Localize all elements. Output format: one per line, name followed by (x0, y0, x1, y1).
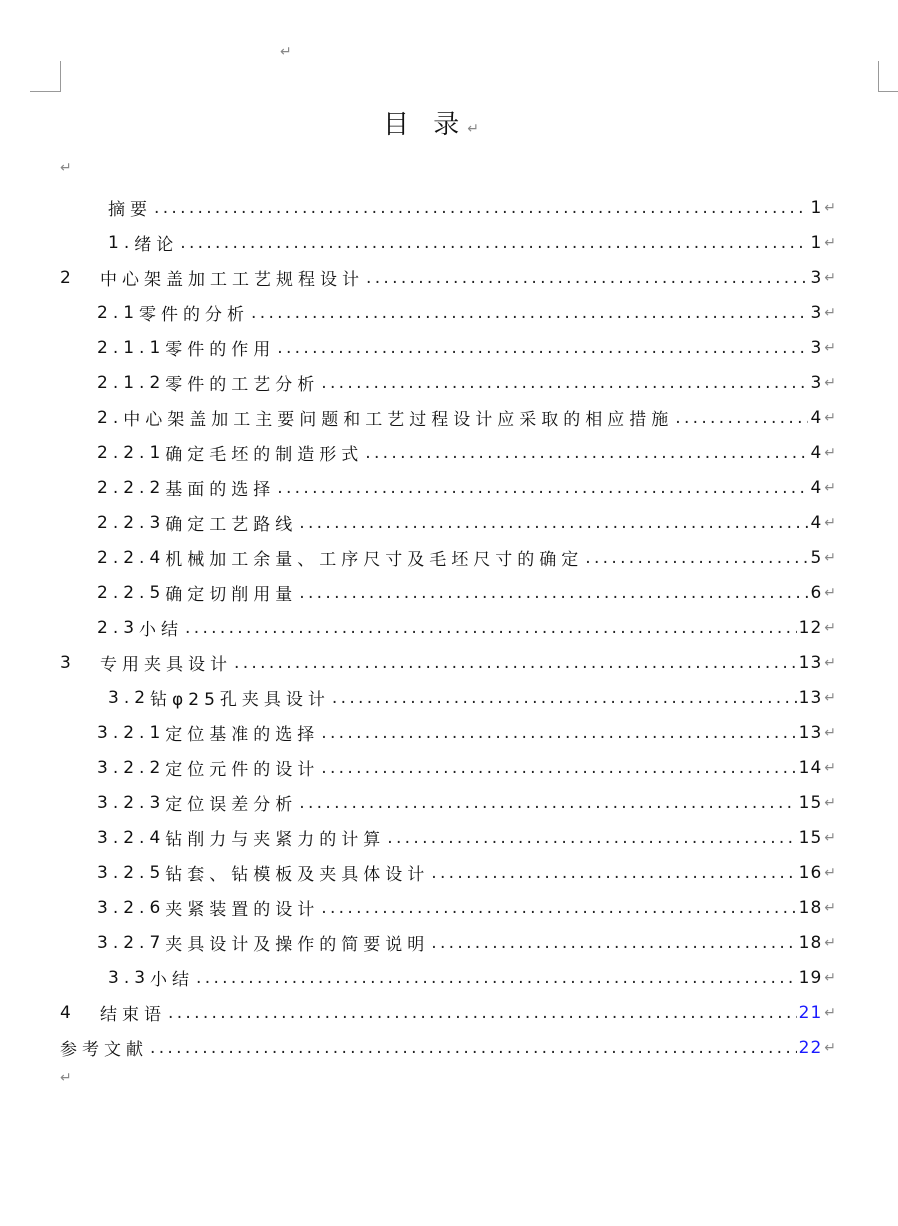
dot-leader (196, 968, 797, 988)
paragraph-mark: ↵ (824, 374, 836, 391)
toc-entry-page: 3 (810, 337, 823, 358)
paragraph-mark: ↵ (824, 899, 836, 916)
toc-entry-title: 确定切削用量 (165, 585, 298, 605)
toc-entry[interactable] (108, 225, 836, 260)
toc-entry-number: 3.2.2 (97, 757, 166, 778)
paragraph-mark: ↵ (824, 514, 836, 531)
toc-entry-page: 3 (810, 302, 823, 323)
paragraph-mark: ↵ (824, 304, 836, 321)
toc-entry-page[interactable]: 22 (798, 1037, 823, 1058)
toc-title-text: 目 录 (383, 110, 468, 140)
toc-entry-number: 2.1.2 (97, 372, 166, 393)
toc-entry-number: 2.1.1 (97, 337, 166, 358)
dot-leader (185, 618, 797, 638)
toc-entry-title: 夹紧装置的设计 (165, 900, 320, 920)
dot-leader (321, 723, 796, 743)
toc-entry-page: 18 (798, 897, 823, 918)
toc-entry-number: 3.3 (108, 967, 151, 988)
paragraph-mark: ↵ (824, 619, 836, 636)
paragraph-mark: ↵ (824, 584, 836, 601)
toc-entry[interactable] (97, 365, 836, 400)
dot-leader (251, 303, 808, 323)
toc-entry-number: 2 (60, 267, 76, 288)
toc-entry[interactable] (97, 470, 836, 505)
paragraph-mark: ↵ (824, 234, 836, 251)
paragraph-mark: ↵ (824, 1039, 836, 1056)
toc-entry-title: 中心架盖加工主要问题和工艺过程设计应采取的相应措施 (123, 410, 674, 430)
toc-entry-page: 19 (798, 967, 823, 988)
toc-entry[interactable] (97, 890, 836, 925)
toc-entry-number: 2.2.2 (97, 477, 166, 498)
toc-entry[interactable] (97, 575, 836, 610)
paragraph-mark: ↵ (824, 199, 836, 216)
toc-entry[interactable] (97, 715, 836, 750)
paragraph-mark: ↵ (467, 121, 487, 137)
dot-leader (431, 933, 796, 953)
toc-entry-number: 3.2.1 (97, 722, 166, 743)
dot-leader (585, 548, 808, 568)
toc-entry[interactable] (97, 750, 836, 785)
toc-entry-number: 2.2.1 (97, 442, 166, 463)
toc-entry-page: 1 (810, 197, 823, 218)
toc-entry[interactable] (97, 785, 836, 820)
toc-entry-number: 1. (108, 232, 135, 253)
toc-entry-title: 确定工艺路线 (165, 515, 298, 535)
toc-entry-number: 2.2.3 (97, 512, 166, 533)
toc-entry[interactable] (60, 645, 836, 680)
dot-leader (277, 338, 808, 358)
dot-leader (366, 268, 808, 288)
toc-entry-title: 参考文献 (60, 1040, 148, 1060)
toc-entry-number: 2. (97, 407, 124, 428)
toc-entry-title: 中心架盖加工工艺规程设计 (100, 270, 364, 290)
toc-entry-page: 13 (798, 722, 823, 743)
toc-entry-page: 14 (798, 757, 823, 778)
dot-leader (299, 583, 808, 603)
dot-leader (675, 408, 808, 428)
paragraph-mark: ↵ (824, 269, 836, 286)
toc-entry[interactable] (108, 960, 836, 995)
toc-entry-page: 13 (798, 687, 823, 708)
toc-entry[interactable] (97, 540, 836, 575)
toc-title (383, 104, 487, 141)
toc-entry-title: 钻削力与夹紧力的计算 (165, 830, 386, 850)
toc-entry-title: 小结 (139, 620, 184, 640)
toc-entry-title: 定位元件的设计 (165, 760, 320, 780)
toc-entry-page: 15 (798, 792, 823, 813)
toc-entry[interactable] (97, 295, 836, 330)
toc-entry[interactable] (108, 190, 836, 225)
paragraph-mark: ↵ (824, 1004, 836, 1021)
toc-entry-title: 定位误差分析 (165, 795, 298, 815)
toc-entry-page: 3 (810, 267, 823, 288)
toc-entry-number: 4 (60, 1002, 76, 1023)
toc-entry[interactable] (97, 820, 836, 855)
toc-entry-title: 小结 (150, 970, 195, 990)
toc-entry-number: 2.3 (97, 617, 140, 638)
dot-leader (277, 478, 808, 498)
dot-leader (180, 233, 808, 253)
paragraph-mark: ↵ (824, 689, 836, 706)
paragraph-mark: ↵ (824, 759, 836, 776)
toc-entry[interactable] (97, 610, 836, 645)
toc-entry[interactable] (97, 505, 836, 540)
toc-entry-title: 钻套、钻模板及夹具体设计 (165, 865, 430, 885)
toc-entry-page: 6 (810, 582, 823, 603)
paragraph-mark: ↵ (824, 409, 836, 426)
toc-entry-title: 零件的分析 (139, 305, 250, 325)
paragraph-mark: ↵ (824, 934, 836, 951)
toc-entry-page: 1 (810, 232, 823, 253)
toc-entry-page: 18 (798, 932, 823, 953)
toc-entry-title: 定位基准的选择 (165, 725, 320, 745)
toc-entry[interactable] (60, 995, 836, 1030)
toc-entry-number: 3.2.5 (97, 862, 166, 883)
toc-entry[interactable] (97, 435, 836, 470)
paragraph-mark: ↵ (280, 44, 292, 60)
toc-entry-title: 夹具设计及操作的简要说明 (165, 935, 430, 955)
toc-entry[interactable] (97, 925, 836, 960)
paragraph-mark: ↵ (824, 479, 836, 496)
dot-leader (431, 863, 796, 883)
toc-entry-page: 16 (798, 862, 823, 883)
paragraph-mark: ↵ (824, 724, 836, 741)
toc-entry[interactable] (97, 330, 836, 365)
toc-entry-page: 12 (798, 617, 823, 638)
toc-entry-title: 零件的作用 (165, 340, 276, 360)
toc-entry-number: 2.2.5 (97, 582, 166, 603)
toc-entry-page: 4 (810, 512, 823, 533)
dot-leader (321, 373, 808, 393)
toc-entry-title: 钻φ25孔夹具设计 (150, 690, 330, 710)
toc-entry-page: 4 (810, 407, 823, 428)
toc-entry-title: 绪论 (134, 235, 179, 255)
paragraph-mark: ↵ (60, 1070, 72, 1086)
toc-entry-title: 专用夹具设计 (100, 655, 232, 675)
dot-leader (154, 198, 808, 218)
toc-entry-number: 3.2.7 (97, 932, 166, 953)
dot-leader (321, 898, 796, 918)
toc-entry-number: 3.2 (108, 687, 151, 708)
toc-entry-page: 5 (810, 547, 823, 568)
crop-mark-top-left (30, 61, 61, 92)
toc-entry-title: 零件的工艺分析 (165, 375, 320, 395)
dot-leader (365, 443, 808, 463)
paragraph-mark: ↵ (824, 444, 836, 461)
toc-entry[interactable] (97, 855, 836, 890)
toc-entry-number: 2.2.4 (97, 547, 166, 568)
toc-entry-title: 确定毛坯的制造形式 (165, 445, 364, 465)
toc-entry[interactable] (108, 680, 836, 715)
paragraph-mark: ↵ (824, 969, 836, 986)
toc-entry-title: 结束语 (100, 1005, 166, 1025)
toc-entry-title: 摘要 (108, 200, 152, 220)
paragraph-mark: ↵ (60, 160, 72, 176)
dot-leader (299, 793, 796, 813)
toc-entry-page: 4 (810, 442, 823, 463)
toc-entry-number: 3.2.6 (97, 897, 166, 918)
toc-entry[interactable] (60, 1030, 836, 1065)
paragraph-mark: ↵ (824, 794, 836, 811)
toc-entry-title: 机械加工余量、工序尺寸及毛坯尺寸的确定 (165, 550, 584, 570)
dot-leader (234, 653, 797, 673)
paragraph-mark: ↵ (824, 339, 836, 356)
crop-mark-top-right (878, 61, 898, 92)
toc-entry[interactable] (97, 400, 836, 435)
dot-leader (387, 828, 796, 848)
paragraph-mark: ↵ (824, 654, 836, 671)
toc-entry-page: 15 (798, 827, 823, 848)
dot-leader (332, 688, 797, 708)
paragraph-mark: ↵ (824, 549, 836, 566)
dot-leader (150, 1038, 797, 1058)
toc-entry-number: 3.2.4 (97, 827, 166, 848)
toc-entry-page[interactable]: 21 (798, 1002, 823, 1023)
dot-leader (299, 513, 808, 533)
paragraph-mark: ↵ (824, 864, 836, 881)
toc-entry-title: 基面的选择 (165, 480, 276, 500)
toc-entry-number: 3.2.3 (97, 792, 166, 813)
toc-entry-number: 3 (60, 652, 76, 673)
toc-entry-page: 3 (810, 372, 823, 393)
dot-leader (321, 758, 796, 778)
toc-entry-page: 13 (798, 652, 823, 673)
toc-entry-page: 4 (810, 477, 823, 498)
toc-entry[interactable] (60, 260, 836, 295)
toc-entry-number: 2.1 (97, 302, 140, 323)
dot-leader (168, 1003, 797, 1023)
paragraph-mark: ↵ (824, 829, 836, 846)
